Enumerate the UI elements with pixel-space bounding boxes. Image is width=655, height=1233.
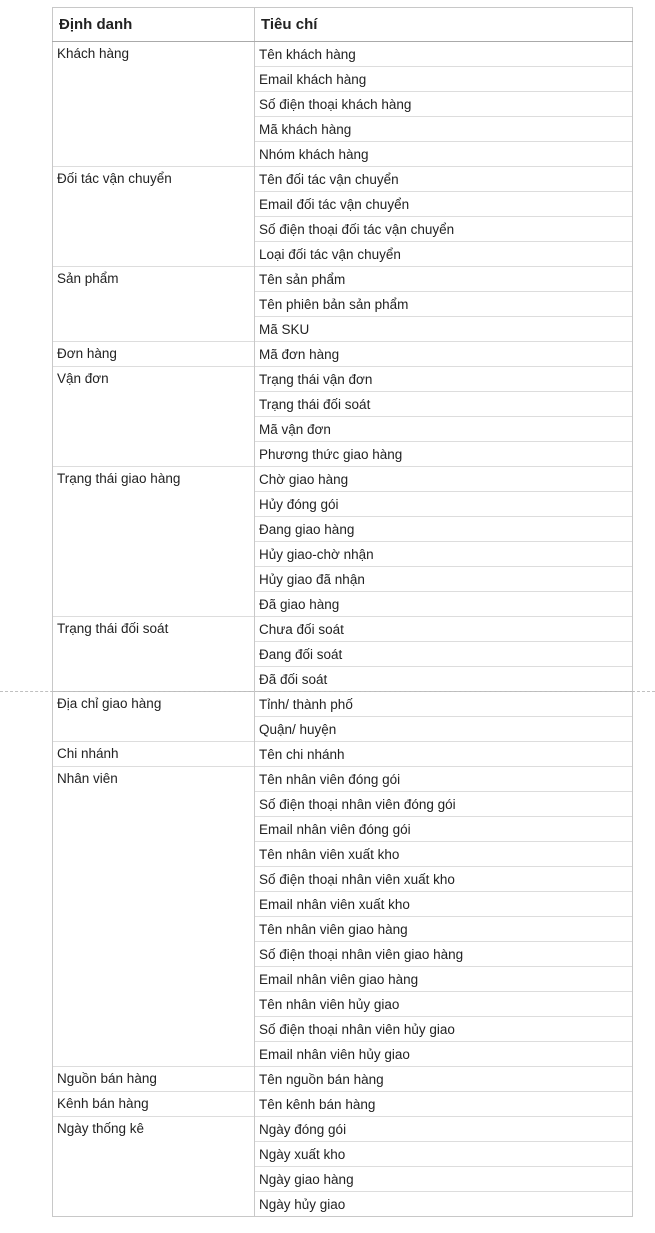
table-row <box>53 342 633 367</box>
criteria-cell: Ngày xuất kho <box>255 1142 633 1167</box>
table-row <box>53 467 633 492</box>
identifier-cell: Đối tác vận chuyển <box>53 167 255 267</box>
table-row <box>53 742 633 767</box>
criteria-cell: Tên khách hàng <box>255 42 633 67</box>
identifier-cell: Vận đơn <box>53 367 255 467</box>
criteria-cell: Loại đối tác vận chuyển <box>255 242 633 267</box>
criteria-cell: Hủy giao-chờ nhận <box>255 542 633 567</box>
identifier-cell: Sản phẩm <box>53 267 255 342</box>
table-row <box>53 1092 633 1117</box>
criteria-cell: Mã khách hàng <box>255 117 633 142</box>
table-row <box>53 42 633 67</box>
criteria-cell: Phương thức giao hàng <box>255 442 633 467</box>
identifier-cell: Ngày thống kê <box>53 1117 255 1217</box>
criteria-cell: Nhóm khách hàng <box>255 142 633 167</box>
criteria-table-container <box>52 7 632 1217</box>
identifier-cell: Đơn hàng <box>53 342 255 367</box>
table-row <box>53 1067 633 1092</box>
criteria-cell: Đã đối soát <box>255 667 633 692</box>
criteria-cell: Ngày giao hàng <box>255 1167 633 1192</box>
table-header <box>53 8 633 42</box>
criteria-cell: Mã vận đơn <box>255 417 633 442</box>
criteria-cell: Tên nhân viên đóng gói <box>255 767 633 792</box>
criteria-cell: Số điện thoại nhân viên hủy giao <box>255 1017 633 1042</box>
header-identifier: Định danh <box>53 8 255 42</box>
criteria-cell: Ngày đóng gói <box>255 1117 633 1142</box>
criteria-cell: Ngày hủy giao <box>255 1192 633 1217</box>
header-criteria: Tiêu chí <box>255 8 633 42</box>
criteria-cell: Tên nhân viên xuất kho <box>255 842 633 867</box>
identifier-cell: Trạng thái đối soát <box>53 617 255 692</box>
criteria-cell: Email nhân viên đóng gói <box>255 817 633 842</box>
identifier-cell: Trạng thái giao hàng <box>53 467 255 617</box>
criteria-cell: Tên chi nhánh <box>255 742 633 767</box>
header-row <box>53 8 633 42</box>
criteria-table <box>52 7 633 1217</box>
criteria-cell: Email đối tác vận chuyển <box>255 192 633 217</box>
criteria-cell: Đang đối soát <box>255 642 633 667</box>
table-row <box>53 692 633 717</box>
criteria-cell: Trạng thái vận đơn <box>255 367 633 392</box>
identifier-cell: Nhân viên <box>53 767 255 1067</box>
criteria-cell: Email nhân viên xuất kho <box>255 892 633 917</box>
table-row <box>53 617 633 642</box>
identifier-cell: Kênh bán hàng <box>53 1092 255 1117</box>
criteria-cell: Mã SKU <box>255 317 633 342</box>
criteria-cell: Tên kênh bán hàng <box>255 1092 633 1117</box>
criteria-cell: Hủy đóng gói <box>255 492 633 517</box>
page-break-divider <box>0 691 655 692</box>
criteria-cell: Mã đơn hàng <box>255 342 633 367</box>
criteria-cell: Trạng thái đối soát <box>255 392 633 417</box>
criteria-cell: Email nhân viên giao hàng <box>255 967 633 992</box>
identifier-cell: Nguồn bán hàng <box>53 1067 255 1092</box>
criteria-cell: Email khách hàng <box>255 67 633 92</box>
criteria-cell: Số điện thoại nhân viên đóng gói <box>255 792 633 817</box>
criteria-cell: Tên nguồn bán hàng <box>255 1067 633 1092</box>
identifier-cell: Chi nhánh <box>53 742 255 767</box>
criteria-cell: Tên nhân viên hủy giao <box>255 992 633 1017</box>
criteria-cell: Tên nhân viên giao hàng <box>255 917 633 942</box>
table-row <box>53 367 633 392</box>
table-row <box>53 767 633 792</box>
criteria-cell: Số điện thoại đối tác vận chuyển <box>255 217 633 242</box>
criteria-cell: Số điện thoại khách hàng <box>255 92 633 117</box>
criteria-cell: Đang giao hàng <box>255 517 633 542</box>
criteria-cell: Số điện thoại nhân viên giao hàng <box>255 942 633 967</box>
criteria-cell: Tên đối tác vận chuyển <box>255 167 633 192</box>
criteria-cell: Tỉnh/ thành phố <box>255 692 633 717</box>
criteria-cell: Chưa đối soát <box>255 617 633 642</box>
criteria-cell: Tên sản phẩm <box>255 267 633 292</box>
table-row <box>53 167 633 192</box>
criteria-cell: Tên phiên bản sản phẩm <box>255 292 633 317</box>
criteria-cell: Số điện thoại nhân viên xuất kho <box>255 867 633 892</box>
table-row <box>53 1117 633 1142</box>
criteria-cell: Hủy giao đã nhận <box>255 567 633 592</box>
criteria-cell: Đã giao hàng <box>255 592 633 617</box>
criteria-cell: Quận/ huyện <box>255 717 633 742</box>
table-body <box>53 42 633 1217</box>
criteria-cell: Chờ giao hàng <box>255 467 633 492</box>
table-row <box>53 267 633 292</box>
identifier-cell: Khách hàng <box>53 42 255 167</box>
criteria-cell: Email nhân viên hủy giao <box>255 1042 633 1067</box>
identifier-cell: Địa chỉ giao hàng <box>53 692 255 742</box>
